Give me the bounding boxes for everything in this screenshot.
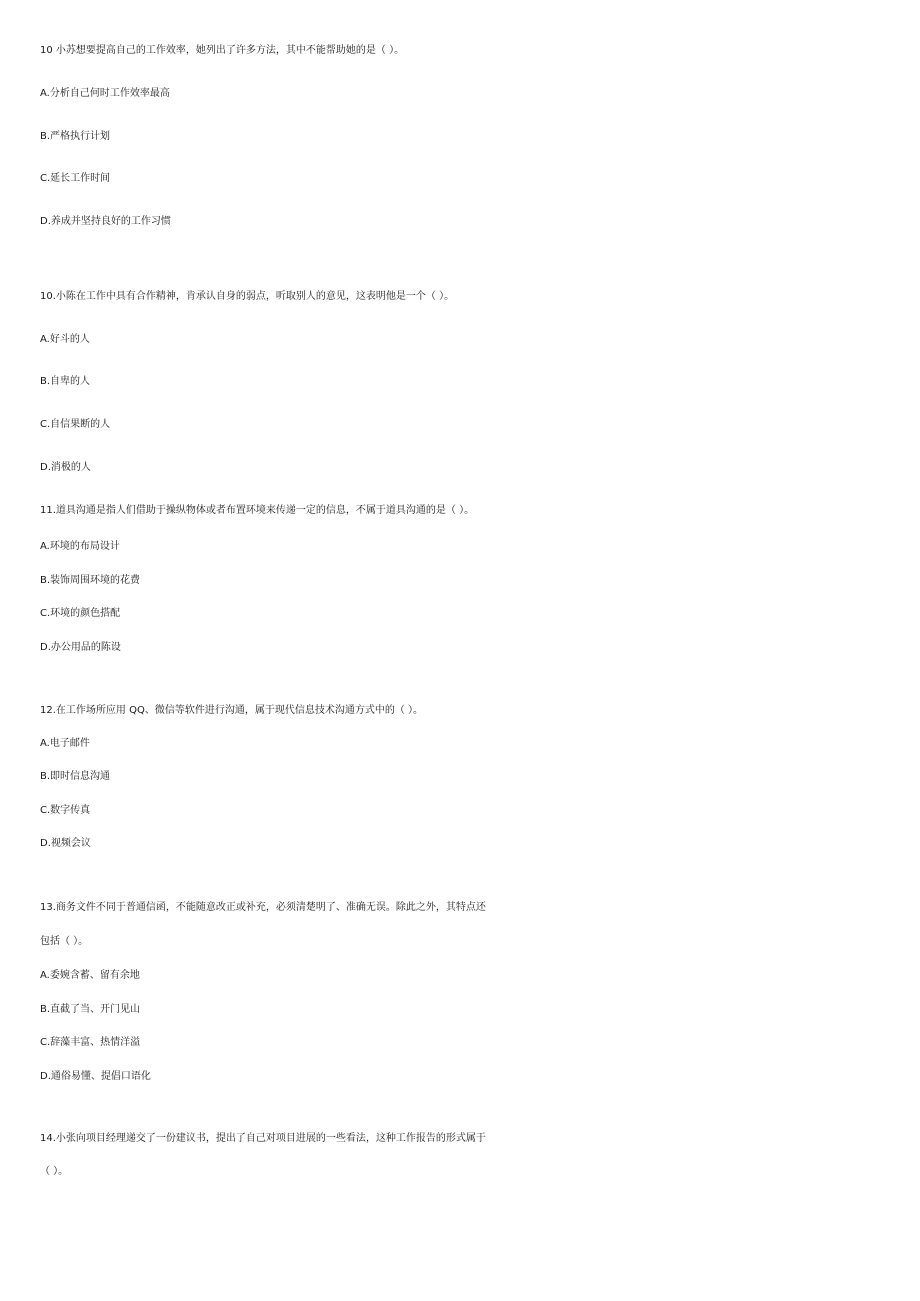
option-a: A.电子邮件 <box>40 738 90 749</box>
question-stem-continued: （ ）。 <box>40 1166 69 1177</box>
option-c: C.辞藻丰富、热情洋溢 <box>40 1037 141 1048</box>
option-b: B.直截了当、开门见山 <box>40 1004 141 1015</box>
option-c: C.自信果断的人 <box>40 419 111 430</box>
option-a: A.分析自己何时工作效率最高 <box>40 88 170 99</box>
option-b: B.自卑的人 <box>40 376 91 387</box>
option-c: C.环境的颜色搭配 <box>40 608 121 619</box>
question-stem-continued: 包括（ ）。 <box>40 936 89 947</box>
option-b: B.装饰周围环境的花费 <box>40 575 141 586</box>
option-a: A.环境的布局设计 <box>40 541 120 552</box>
option-c: C.数字传真 <box>40 805 91 816</box>
question-stem: 11.道具沟通是指人们借助于操纵物体或者布置环境来传递一定的信息，不属于道具沟通的是（ ）。 <box>40 505 475 516</box>
option-b: B.严格执行计划 <box>40 131 111 142</box>
question-stem: 10.小陈在工作中具有合作精神，肯承认自身的弱点，听取别人的意见，这表明他是一个（ ）。 <box>40 291 455 302</box>
option-b: B.即时信息沟通 <box>40 771 111 782</box>
option-d: D.通俗易懂、提倡口语化 <box>40 1071 151 1082</box>
option-d: D.视频会议 <box>40 838 91 849</box>
option-d: D.消极的人 <box>40 462 91 473</box>
question-stem: 13.商务文件不同于普通信函，不能随意改正或补充，必须清楚明了、准确无误。除此之外，其特点还 <box>40 902 486 913</box>
question-stem: 12.在工作场所应用 QQ、微信等软件进行沟通，属于现代信息技术沟通方式中的（ ）。 <box>40 705 424 716</box>
option-d: D.办公用品的陈设 <box>40 642 121 653</box>
question-stem: 10 小苏想要提高自己的工作效率，她列出了许多方法，其中不能帮助她的是（ ）。 <box>40 45 405 56</box>
option-d: D.养成并坚持良好的工作习惯 <box>40 216 171 227</box>
question-stem: 14.小张向项目经理递交了一份建议书，提出了自己对项目进展的一些看法，这种工作报告的形式属于 <box>40 1133 486 1144</box>
option-a: A.好斗的人 <box>40 334 90 345</box>
option-c: C.延长工作时间 <box>40 173 111 184</box>
option-a: A.委婉含蓄、留有余地 <box>40 970 140 981</box>
